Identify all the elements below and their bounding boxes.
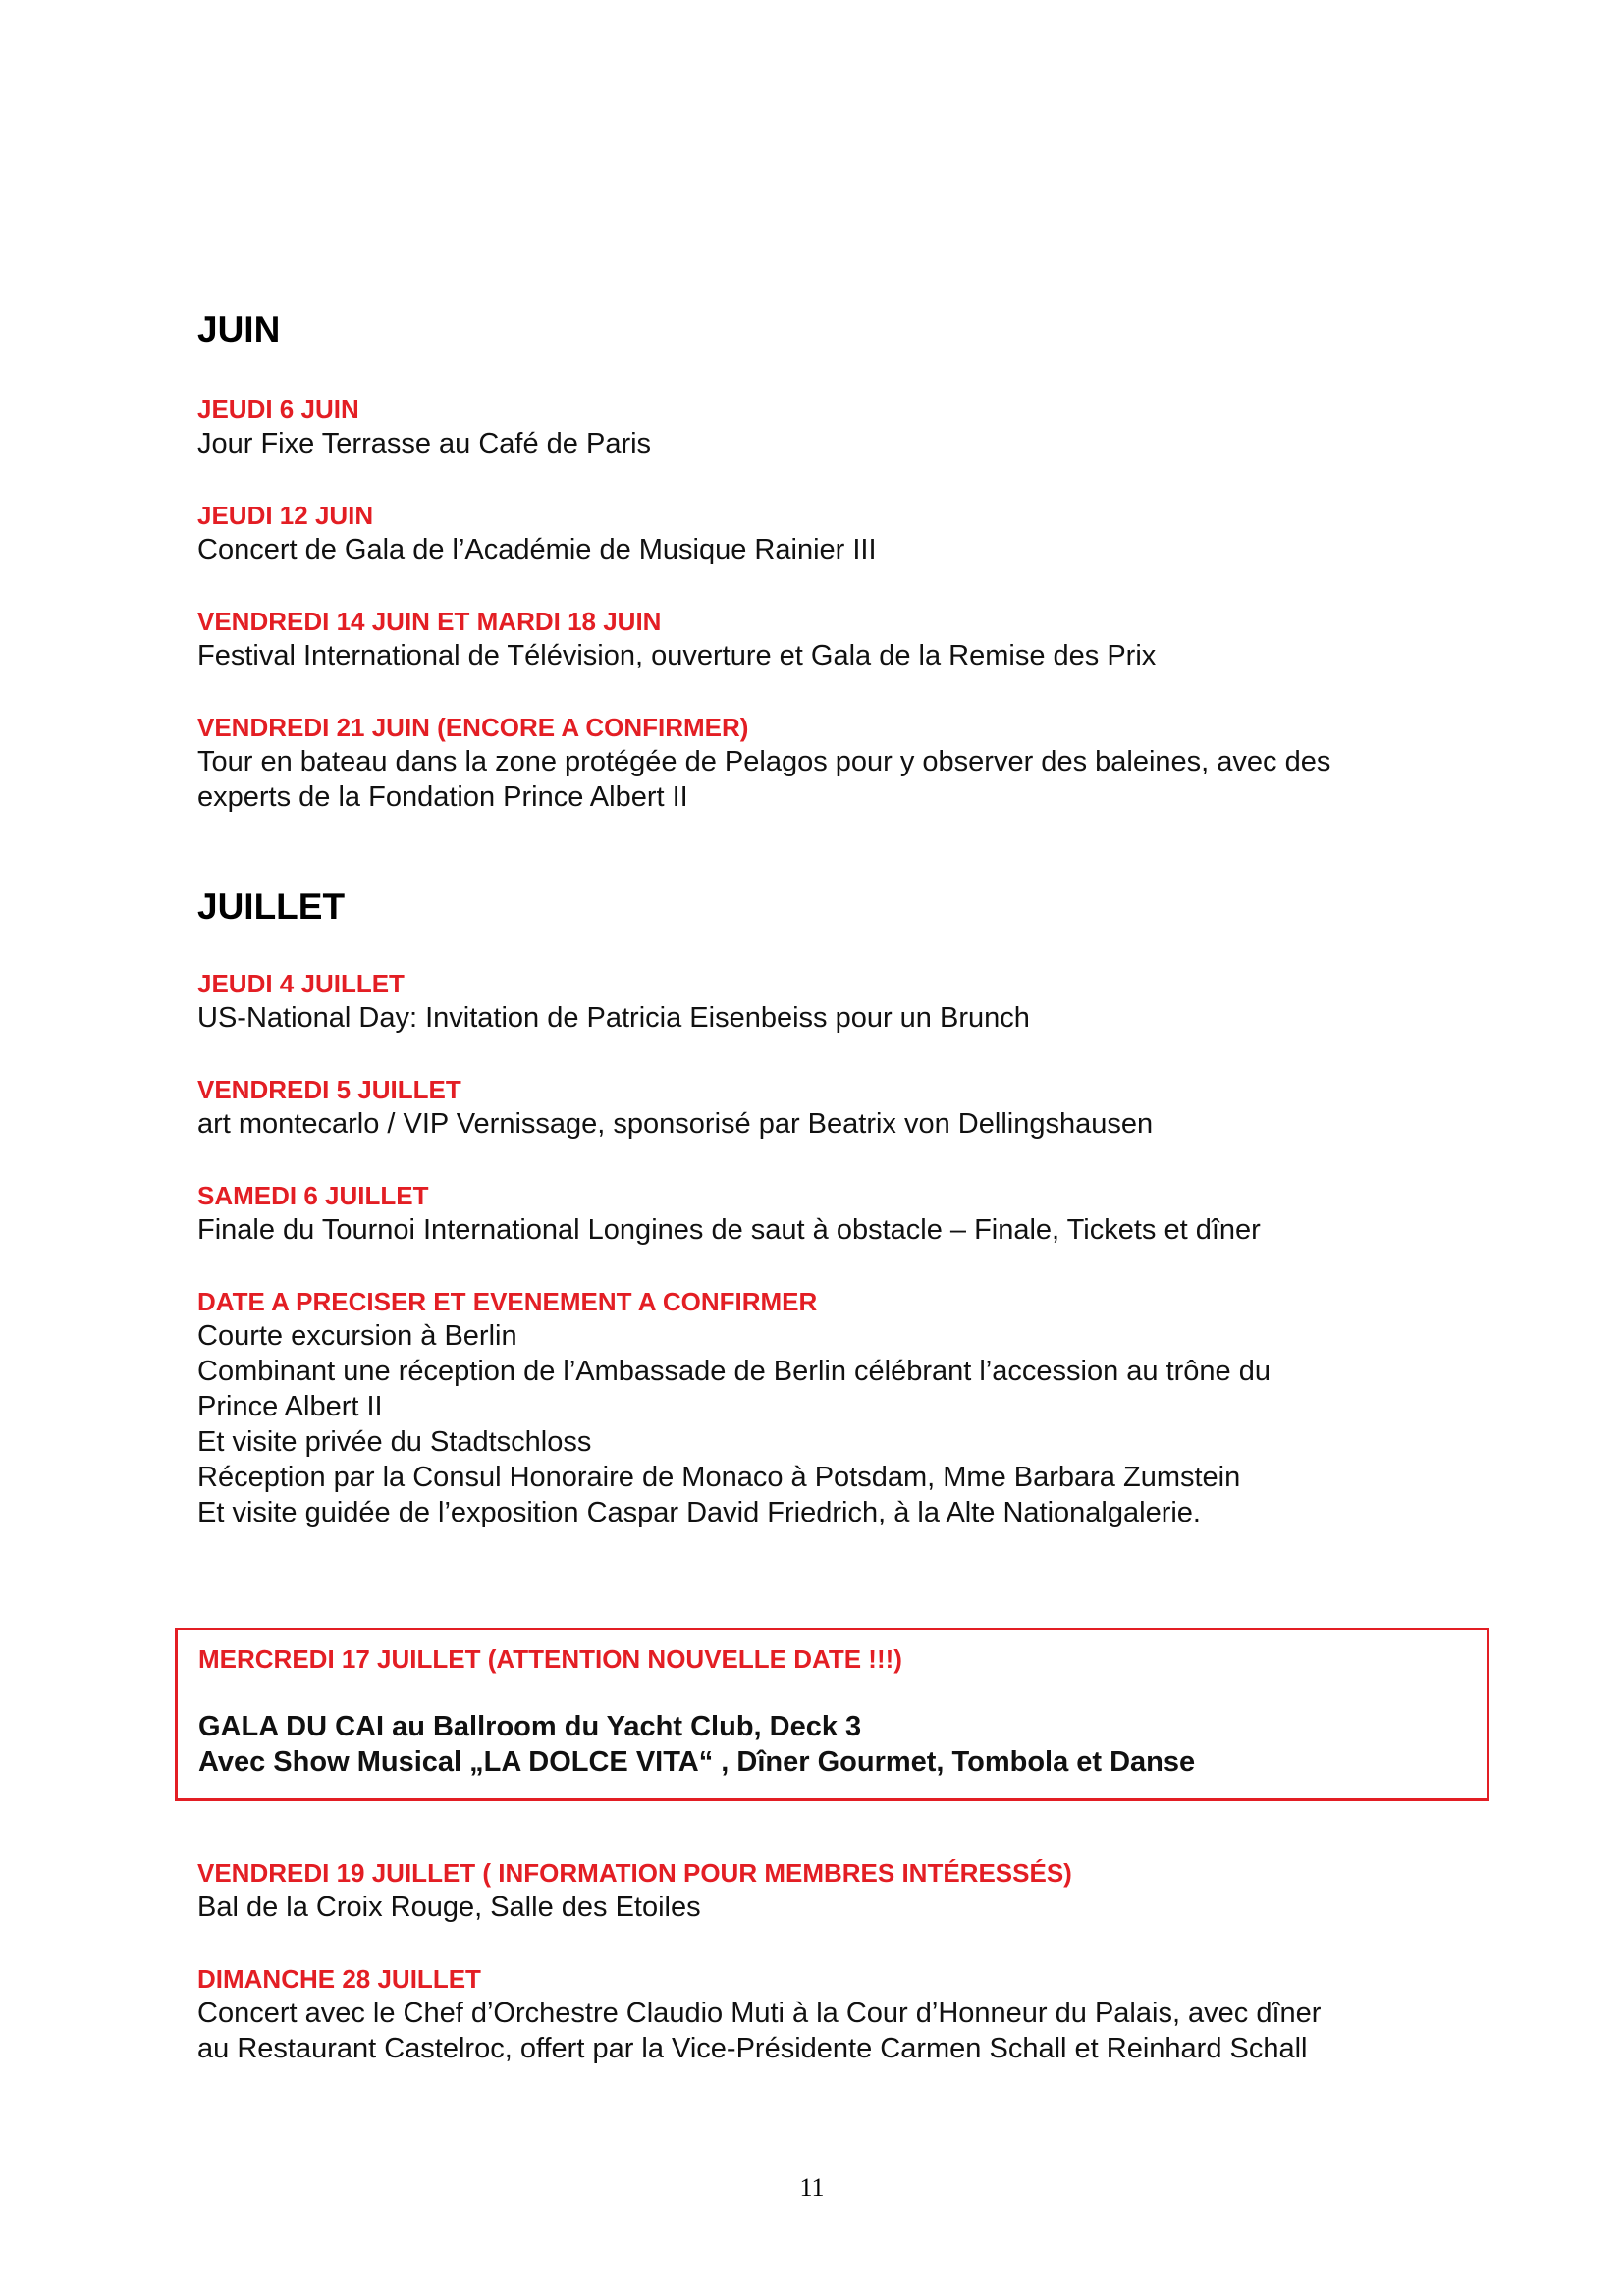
event-juin-12 — [197, 499, 1474, 567]
event-description: Prince Albert II — [197, 1391, 383, 1422]
event-description: Festival International de Télévision, ouverture et Gala de la Remise des Prix — [197, 640, 1157, 671]
event-description: Courte excursion à Berlin — [197, 1320, 517, 1352]
event-date: VENDREDI 5 JUILLET — [197, 1075, 461, 1104]
event-date: JEUDI 4 JUILLET — [197, 969, 405, 998]
event-description: Jour Fixe Terrasse au Café de Paris — [197, 428, 652, 459]
event-description: au Restaurant Castelroc, offert par la Vice-Présidente Carmen Schall et Reinhard Schall — [197, 2033, 1308, 2064]
event-description: Et visite privée du Stadtschloss — [197, 1426, 592, 1458]
event-description: Concert de Gala de l’Académie de Musique Rainier III — [197, 534, 877, 565]
gala-title: GALA DU CAI au Ballroom du Yacht Club, Deck 3 — [198, 1711, 862, 1742]
event-date: DIMANCHE 28 JUILLET — [197, 1964, 481, 1994]
event-description: Bal de la Croix Rouge, Salle des Etoiles — [197, 1892, 701, 1923]
event-description: Réception par la Consul Honoraire de Monaco à Potsdam, Mme Barbara Zumstein — [197, 1462, 1241, 1493]
event-description: Tour en bateau dans la zone protégée de Pelagos pour y observer des baleines, avec des — [197, 746, 1331, 777]
event-description: experts de la Fondation Prince Albert II — [197, 781, 688, 813]
event-juillet-5 — [197, 1073, 1474, 1142]
event-juillet-6 — [197, 1179, 1474, 1248]
event-date: SAMEDI 6 JUILLET — [197, 1181, 429, 1210]
event-date: VENDREDI 14 JUIN ET MARDI 18 JUIN — [197, 607, 662, 636]
event-juillet-28 — [197, 1962, 1474, 2066]
event-date: VENDREDI 21 JUIN (ENCORE A CONFIRMER) — [197, 713, 749, 742]
page-number: 11 — [799, 2173, 825, 2202]
gala-program: Avec Show Musical „LA DOLCE VITA“ , Dîner Gourmet, Tombola et Danse — [198, 1746, 1196, 1778]
event-description: Finale du Tournoi International Longines de saut à obstacle – Finale, Tickets et dîner — [197, 1214, 1261, 1246]
month-heading-juillet: JUILLET — [197, 886, 346, 927]
event-description: art montecarlo / VIP Vernissage, sponsorisé par Beatrix von Dellingshausen — [197, 1108, 1154, 1140]
event-description: US-National Day: Invitation de Patricia Eisenbeiss pour un Brunch — [197, 1002, 1030, 1034]
event-date: VENDREDI 19 JUILLET ( INFORMATION POUR MEMBRES INTÉRESSÉS) — [197, 1858, 1072, 1888]
event-juin-6 — [197, 393, 1474, 461]
event-date: JEUDI 12 JUIN — [197, 501, 374, 530]
event-date: MERCREDI 17 JUILLET (ATTENTION NOUVELLE DATE !!!) — [198, 1644, 902, 1674]
event-description: Combinant une réception de l’Ambassade de Berlin célébrant l’accession au trône du — [197, 1356, 1271, 1387]
event-juillet-4 — [197, 967, 1474, 1036]
event-date: JEUDI 6 JUIN — [197, 395, 359, 424]
month-heading-juin: JUIN — [197, 309, 281, 349]
gala-details — [198, 1709, 1195, 1780]
event-description: Et visite guidée de l’exposition Caspar David Friedrich, à la Alte Nationalgalerie. — [197, 1497, 1201, 1528]
event-description: Concert avec le Chef d’Orchestre Claudio Muti à la Cour d’Honneur du Palais, avec dîner — [197, 1998, 1322, 2029]
event-berlin-excursion — [197, 1285, 1474, 1530]
event-juin-21 — [197, 711, 1474, 815]
event-juillet-19 — [197, 1856, 1474, 1925]
event-juin-14-18 — [197, 605, 1474, 673]
gala-highlight-box — [175, 1628, 1489, 1801]
event-date: DATE A PRECISER ET EVENEMENT A CONFIRMER — [197, 1287, 818, 1316]
